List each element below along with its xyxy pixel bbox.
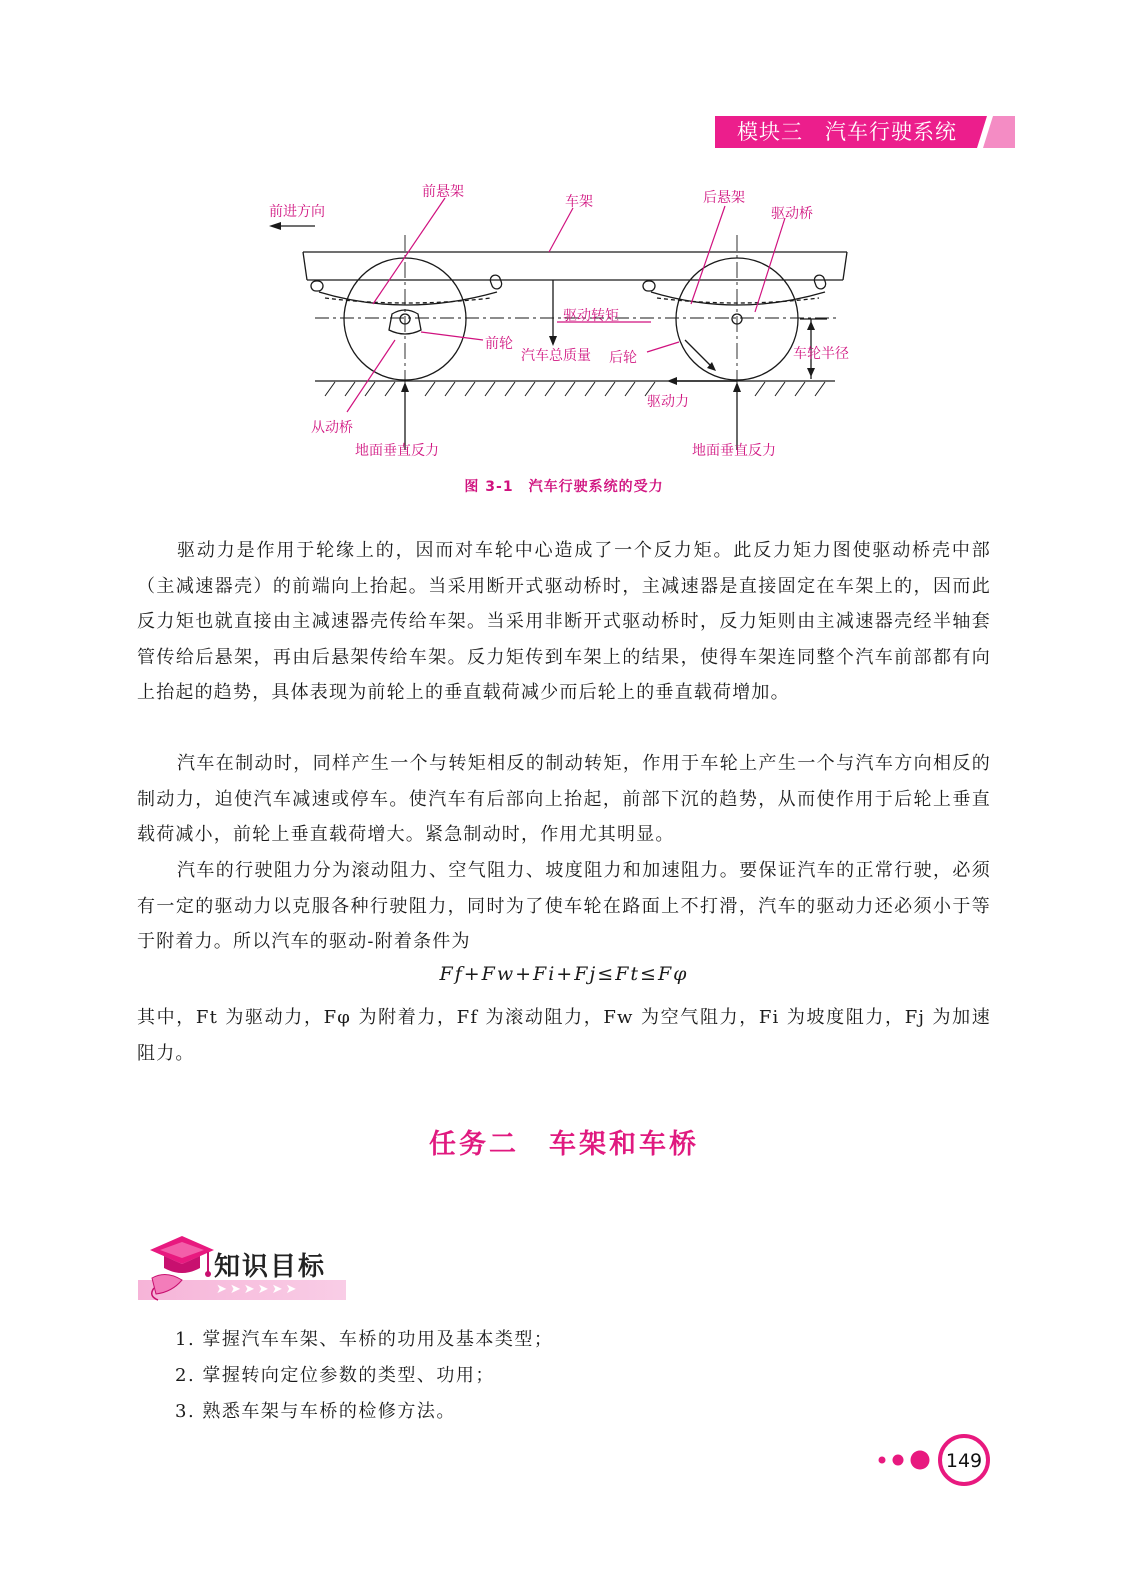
label-ground-reaction-left: 地面垂直反力: [355, 443, 439, 459]
knowledge-objectives-list: [175, 1322, 553, 1430]
label-drive-axle: 驱动桥: [771, 206, 813, 222]
module-title: 模块三 汽车行驶系统: [737, 120, 957, 144]
knowledge-objectives-title: 知识目标: [214, 1252, 327, 1282]
label-front-wheel: 前轮: [485, 336, 513, 352]
label-wheel-radius: 车轮半径: [793, 346, 849, 362]
body-paragraph-3: 汽车的行驶阻力分为滚动阻力、空气阻力、坡度阻力和加速阻力。要保证汽车的正常行驶，必须有一定的驱动力以克服各种行驶阻力，同时为了使车轮在路面上不打滑，汽车的驱动力还必须小于等于附着力。所以汽车的驱动-附着条件为: [137, 860, 991, 952]
force-diagram: [255, 180, 875, 470]
banner-arrows-icon: ➤➤➤➤➤➤: [216, 1282, 300, 1297]
drive-adhesion-formula: Ff+Fw+Fi+Fj≤Ft≤Fφ: [439, 963, 689, 985]
body-paragraph-4: 其中，Ft 为驱动力，Fφ 为附着力，Ff 为滚动阻力，Fw 为空气阻力，Fi 为坡度阻力，Fj 为加速阻力。: [137, 1007, 991, 1064]
force-diagram-svg: [255, 180, 875, 470]
list-item: 2. 掌握转向定位参数的类型、功用；: [175, 1365, 495, 1386]
figure-caption: 图 3-1 汽车行驶系统的受力: [464, 479, 664, 495]
page-number: 149: [945, 1450, 983, 1472]
page-number-badge: [870, 1430, 1000, 1490]
section-title: 任务二 车架和车桥: [429, 1129, 699, 1160]
module-header-band: [715, 116, 1015, 148]
label-drive-torque: 驱动转矩: [563, 308, 619, 324]
body-paragraph-1: 驱动力是作用于轮缘上的，因而对车轮中心造成了一个反力矩。此反力矩力图使驱动桥壳中部（主减速器壳）的前端向上抬起。当采用断开式驱动桥时，主减速器是直接固定在车架上的，因而此反力矩也就直接由主减速器壳传给车架。当采用非断开式驱动桥时，反力矩则由主减速器壳经半轴套管传给后悬架，再由后悬架传给车架。反力矩传到车架上的结果，使得车架连同整个汽车前部都有向上抬起的趋势，具体表现为前轮上的垂直载荷减少而后轮上的垂直载荷增加。: [137, 540, 991, 703]
label-front-suspension: 前悬架: [422, 184, 464, 200]
list-item: 1. 掌握汽车车架、车桥的功用及基本类型；: [175, 1329, 554, 1350]
label-total-mass: 汽车总质量: [521, 348, 591, 364]
body-paragraph-2: 汽车在制动时，同样产生一个与转矩相反的制动转矩，作用于车轮上产生一个与汽车方向相反的制动力，迫使汽车减速或停车。使汽车有后部向上抬起，前部下沉的趋势，从而使作用于后轮上垂直载荷减小，前轮上垂直载荷增大。紧急制动时，作用尤其明显。: [137, 753, 991, 845]
list-item: 3. 熟悉车架与车桥的检修方法。: [175, 1401, 456, 1422]
label-frame: 车架: [565, 194, 593, 210]
knowledge-objectives-banner: [138, 1232, 350, 1304]
label-driven-axle: 从动桥: [311, 420, 353, 436]
label-rear-suspension: 后悬架: [703, 190, 745, 206]
label-ground-reaction-right: 地面垂直反力: [692, 443, 776, 459]
label-drive-force: 驱动力: [647, 394, 689, 410]
label-forward-direction: 前进方向: [269, 204, 325, 220]
graduation-cap-icon: [142, 1232, 222, 1304]
page-number-dots-icon: [870, 1430, 1000, 1490]
label-rear-wheel: 后轮: [609, 350, 637, 366]
